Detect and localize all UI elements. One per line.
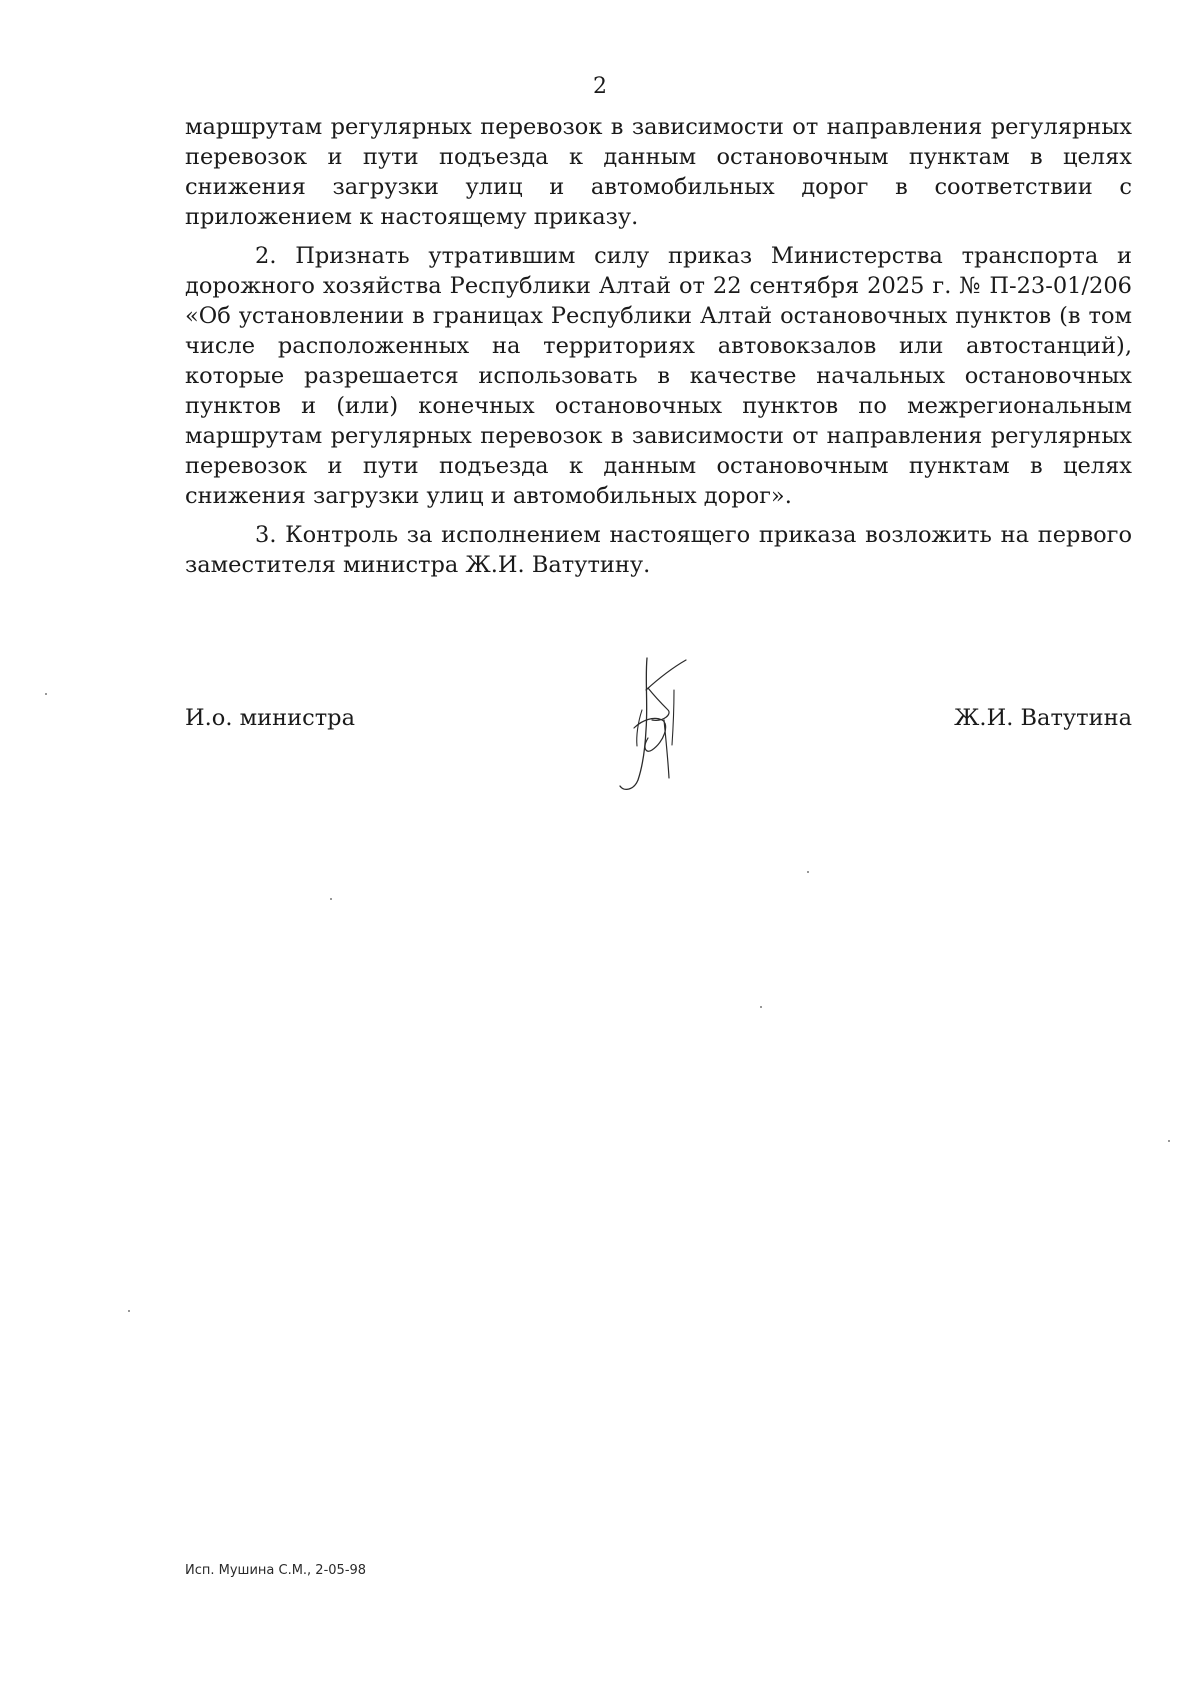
document-body [185, 112, 1132, 589]
scan-speck [128, 1310, 130, 1312]
scan-speck [807, 871, 809, 873]
scan-speck [1168, 1140, 1170, 1142]
paragraph-2: 2. Признать утратившим силу приказ Министерства транспорта и дорожного хозяйства Республики Алтай от 22 сентября 2025 г. № П-23-01/206 «Об установлении в границах Республики Алтай остановочных пунктов (в том числе расположенных на территориях автовокзалов или автостанций), которые разрешается использовать в качестве начальных остановочных пунктов и (или) конечных остановочных пунктов по межрегиональным маршрутам регулярных перевозок в зависимости от направления регулярных перевозок и пути подъезда к данным остановочным пунктам в целях снижения загрузки улиц и автомобильных дорог». [185, 243, 1132, 509]
signatory-title: И.о. министра [185, 705, 355, 731]
scan-speck [330, 898, 332, 900]
page-number: 2 [593, 74, 607, 99]
signatory-name: Ж.И. Ватутина [954, 705, 1132, 731]
scan-speck [45, 693, 47, 695]
handwritten-signature [612, 650, 702, 800]
paragraph-3: 3. Контроль за исполнением настоящего приказа возложить на первого заместителя министра Ж.И. Ватутину. [185, 522, 1132, 578]
executor-note: Исп. Мушина С.М., 2-05-98 [185, 1563, 367, 1578]
scan-speck [760, 1006, 762, 1008]
paragraph-continuation: маршрутам регулярных перевозок в зависимости от направления регулярных перевозок и пути подъезда к данным остановочным пунктам в целях снижения загрузки улиц и автомобильных дорог в соответствии с приложением к настоящему приказу. [185, 114, 1132, 230]
